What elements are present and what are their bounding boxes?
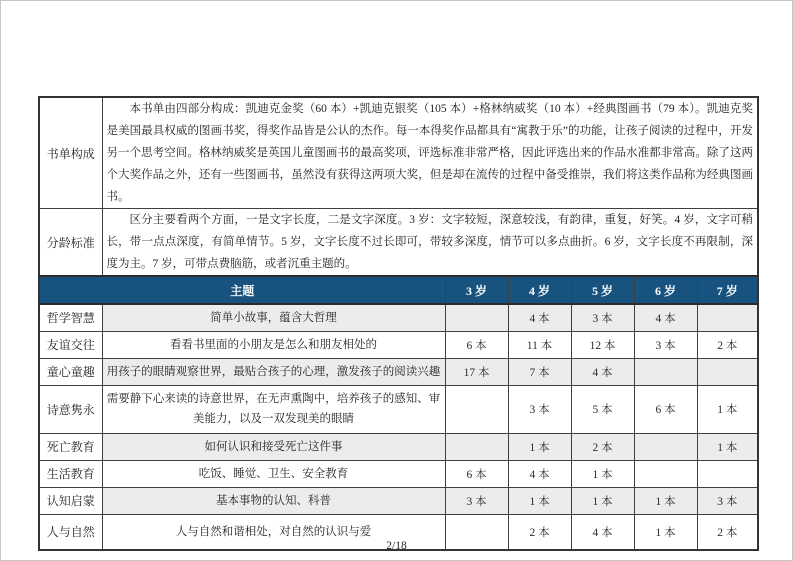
age-column-header: 6 岁 xyxy=(634,276,697,304)
theme-column-header: 主题 xyxy=(39,276,445,304)
count-cell: 1 本 xyxy=(571,460,634,487)
count-cell: 6 本 xyxy=(634,385,697,433)
info-text: 本书单由四部分构成：凯迪克金奖（60 本）+凯迪克银奖（105 本）+格林纳威奖（10 本）+经典图画书（79 本）。凯迪克奖是美国最具权威的图画书奖，得奖作品皆是公认的杰作。每一本得奖作品都具有“寓教于乐”的功能，让孩子阅读的过程中，开发另一个思考空间。格林纳威奖是英国儿童图画书的最高奖项，评选标准非常严格，因此评选出来的作品水准都非常高。除了这两个大奖作品之外，还有一些图画书，虽然没有获得这两项大奖，但是却在流传的过程中备受推崇，我们将这类作品称为经典图画书。 xyxy=(102,97,758,209)
theme-desc-cell: 吃饭、睡觉、卫生、安全教育 xyxy=(102,460,445,487)
info-label: 书单构成 xyxy=(39,97,102,209)
theme-desc-cell: 看看书里面的小朋友是怎么和朋友相处的 xyxy=(102,331,445,358)
count-cell: 3 本 xyxy=(508,385,571,433)
age-column-header: 3 岁 xyxy=(445,276,508,304)
info-row-age-standard xyxy=(39,209,758,277)
count-cell: 17 本 xyxy=(445,358,508,385)
count-cell xyxy=(445,385,508,433)
count-cell: 2 本 xyxy=(697,514,758,550)
count-cell: 11 本 xyxy=(508,331,571,358)
count-cell: 1 本 xyxy=(697,385,758,433)
table-row xyxy=(39,358,758,385)
theme-desc-cell: 人与自然和谐相处，对自然的认识与爱 xyxy=(102,514,445,550)
table-row xyxy=(39,487,758,514)
page-number: 2/18 xyxy=(386,540,407,552)
age-column-header: 7 岁 xyxy=(697,276,758,304)
count-cell xyxy=(445,304,508,331)
count-cell: 6 本 xyxy=(445,331,508,358)
info-label: 分龄标准 xyxy=(39,209,102,277)
book-list-table xyxy=(38,96,759,551)
table-header-row xyxy=(39,276,758,304)
table-row xyxy=(39,433,758,460)
theme-label-cell: 认知启蒙 xyxy=(39,487,102,514)
count-cell: 7 本 xyxy=(508,358,571,385)
theme-desc-cell: 需要静下心来读的诗意世界，在无声熏陶中，培养孩子的感知、审美能力，以及一双发现美的眼睛 xyxy=(102,385,445,433)
count-cell: 6 本 xyxy=(445,460,508,487)
count-cell xyxy=(697,304,758,331)
age-column-header: 4 岁 xyxy=(508,276,571,304)
count-cell: 4 本 xyxy=(634,304,697,331)
count-cell xyxy=(634,358,697,385)
table-row xyxy=(39,331,758,358)
count-cell: 3 本 xyxy=(697,487,758,514)
count-cell: 2 本 xyxy=(697,331,758,358)
count-cell: 3 本 xyxy=(445,487,508,514)
table-row xyxy=(39,304,758,331)
count-cell: 12 本 xyxy=(571,331,634,358)
table-row xyxy=(39,460,758,487)
table-row xyxy=(39,385,758,433)
count-cell xyxy=(697,460,758,487)
theme-label-cell: 友谊交往 xyxy=(39,331,102,358)
count-cell: 1 本 xyxy=(634,487,697,514)
theme-desc-cell: 用孩子的眼睛观察世界，最贴合孩子的心理，激发孩子的阅读兴趣 xyxy=(102,358,445,385)
count-cell: 2 本 xyxy=(508,514,571,550)
count-cell xyxy=(697,358,758,385)
info-row-composition xyxy=(39,97,758,209)
count-cell: 1 本 xyxy=(508,433,571,460)
count-cell: 4 本 xyxy=(508,304,571,331)
theme-label-cell: 诗意隽永 xyxy=(39,385,102,433)
info-text: 区分主要看两个方面，一是文字长度，二是文字深度。3 岁：文字较短，深意较浅，有韵律，重复，好笑。4 岁，文字可稍长，带一点点深度，有简单情节。5 岁，文字长度不过长即可，带较多深度，情节可以多点曲折。6 岁，文字长度不再限制，深度为主。7 岁，可带点费脑筋，或者沉重主题的。 xyxy=(102,209,758,277)
count-cell: 5 本 xyxy=(571,385,634,433)
count-cell: 1 本 xyxy=(634,514,697,550)
theme-desc-cell: 简单小故事，蕴含大哲理 xyxy=(102,304,445,331)
count-cell: 3 本 xyxy=(634,331,697,358)
count-cell: 3 本 xyxy=(571,304,634,331)
count-cell: 4 本 xyxy=(571,358,634,385)
theme-label-cell: 童心童趣 xyxy=(39,358,102,385)
count-cell xyxy=(634,460,697,487)
age-column-header: 5 岁 xyxy=(571,276,634,304)
theme-desc-cell: 如何认识和接受死亡这件事 xyxy=(102,433,445,460)
count-cell xyxy=(445,433,508,460)
count-cell: 1 本 xyxy=(697,433,758,460)
count-cell: 4 本 xyxy=(571,514,634,550)
theme-label-cell: 死亡教育 xyxy=(39,433,102,460)
theme-desc-cell: 基本事物的认知、科普 xyxy=(102,487,445,514)
count-cell xyxy=(634,433,697,460)
theme-label-cell: 生活教育 xyxy=(39,460,102,487)
count-cell: 1 本 xyxy=(508,487,571,514)
count-cell: 2 本 xyxy=(571,433,634,460)
theme-label-cell: 哲学智慧 xyxy=(39,304,102,331)
count-cell: 4 本 xyxy=(508,460,571,487)
count-cell: 1 本 xyxy=(571,487,634,514)
theme-label-cell: 人与自然 xyxy=(39,514,102,550)
